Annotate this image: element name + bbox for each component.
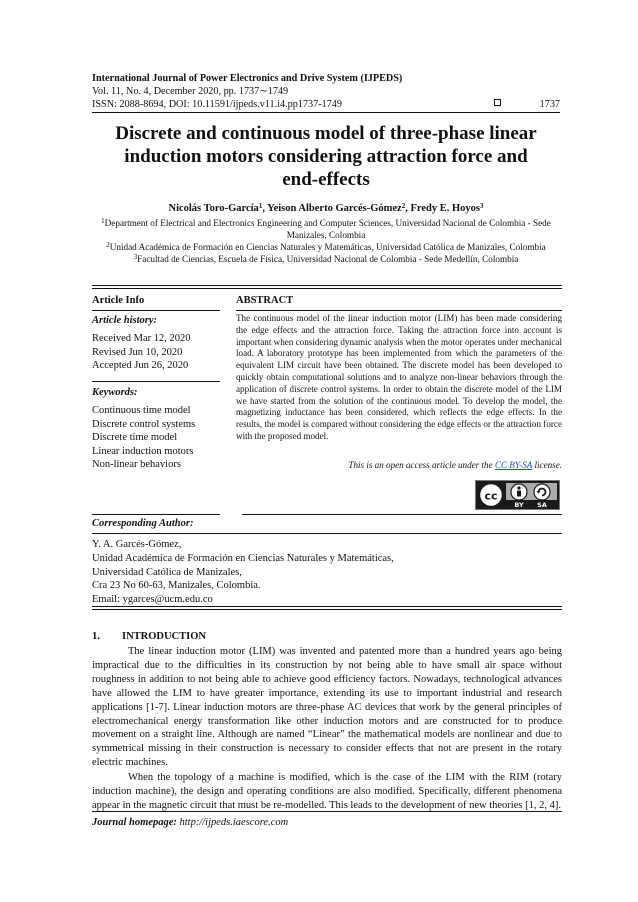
affiliation-sup: 3 xyxy=(133,253,138,261)
paragraph: When the topology of a machine is modified, which is the case of the LIM with the RIM (rotary induction machine), the design and operating conditions are also modified. Specifically, different phenomena appear in the magnetic circuit that must be re-modelled. This leads to the development of new theories [1, 2, 4]. xyxy=(92,772,562,811)
issn-row xyxy=(92,98,560,111)
history-item: Received Mar 12, 2020 xyxy=(92,333,191,344)
info-bottom-rule xyxy=(92,606,562,610)
affiliation-text: Facultad de Ciencias, Escuela de Física, Universidad Nacional de Colombia - Sede Medellín, Colombia xyxy=(137,254,519,264)
keyword-item: Continuous time model xyxy=(92,405,191,416)
article-history xyxy=(92,314,220,373)
keyword-item: Linear induction motors xyxy=(92,445,194,457)
corr-line: Cra 23 No 60-63, Manizales, Colombia. xyxy=(92,580,261,592)
page-number: 1737 xyxy=(539,99,560,110)
title-line: induction motors considering attraction force and xyxy=(124,146,528,167)
article-title xyxy=(92,122,560,191)
license-line xyxy=(236,460,562,470)
info-top-rule xyxy=(92,285,562,289)
journal-header xyxy=(92,72,560,111)
abstract-text: The continuous model of the linear induction motor (LIM) has been made considering the edge effects and the attraction force. Taking the attraction force into account is important when considering dynamic analysis when the motor operates under mechanical load. A laboratory prototype has been implemented from which the parameters of the equivalent LIM circuit have been obtained. The discrete model has been developed to quickly obtain computational solutions and to analyze non-linear behaviors through the application of discrete control systems. In order to obtain the discrete model of the LIM we have started from the solution of the continuous model. To develop the model, the magnetizing inductance has been considered, which reflects the edge effects. In the results, the model is compared without considering the edge effects or the attraction force with the proposed model. xyxy=(236,313,562,441)
journal-name: International Journal of Power Electronics and Drive System (IJPEDS) xyxy=(92,73,403,84)
corr-email: Email: ygarces@ucm.edu.co xyxy=(92,594,213,606)
author-name: Nicolás Toro-García xyxy=(168,203,259,214)
history-list xyxy=(92,332,220,373)
volume-line: Vol. 11, No. 4, December 2020, pp. 1737∼1749 xyxy=(92,86,289,97)
article-info-heading-block xyxy=(92,294,220,307)
journal-homepage-link[interactable]: http://ijpeds.iaescore.com xyxy=(179,817,289,828)
corr-rule-left xyxy=(92,514,220,515)
history-item: Accepted Jun 26, 2020 xyxy=(92,360,189,371)
footer xyxy=(92,817,288,828)
keyword-item: Non-linear behaviors xyxy=(92,459,181,470)
author-name: Yeison Alberto Garcés-Gómez xyxy=(267,203,402,214)
cc-by-sa-badge[interactable] xyxy=(475,480,560,510)
license-prefix: This is an open access article under the xyxy=(348,460,495,470)
info-rule xyxy=(92,310,220,311)
abstract-heading: ABSTRACT xyxy=(236,295,294,306)
author-list: Nicolás Toro-García$^1$, Yeison Alberto Garcés-Gómez$^2$, Fredy E. Hoyos$^3$ xyxy=(168,202,484,214)
abstract-rule xyxy=(236,310,562,311)
affiliation-sup: 2 xyxy=(106,241,110,249)
title-line: end-effects xyxy=(282,169,370,190)
paragraph: The linear induction motor (LIM) was invented and patented more than a hundred years ago being impractical due to the difficulties in its construction by not being able to have small air space without roughness in addition to not being able to achieve good efficiency factors. Nowadays, technological advances have allowed the LIM to have greater importance, extending its use to important industrial and research applications [1-7]. Linear induction motors are three-phase AC devices that work by the general principles of electromechanical energy transformation like other induction motors and are constructed for to produce movement on a straight line. Although are named “Linear” the mathematical models are nonlinear and due to symmetrical missing in their construction is necessary to consider effects that not are present in the rotary electric machines. xyxy=(92,646,562,769)
person-icon-body xyxy=(517,491,521,497)
history-rule xyxy=(92,381,220,382)
cc-badge-graphic xyxy=(476,481,559,509)
footer-label: Journal homepage: xyxy=(92,817,177,828)
keyword-item: Discrete control systems xyxy=(92,418,196,430)
corr-rule-right xyxy=(242,514,562,515)
cc-icon-text: cc xyxy=(484,489,498,503)
corresponding-author xyxy=(92,538,560,607)
corr-line: Y. A. Garcés-Gómez, xyxy=(92,539,182,550)
header-rule xyxy=(92,112,560,113)
footer-rule xyxy=(92,811,562,812)
section-introduction xyxy=(92,630,562,813)
author-name: Fredy E. Hoyos xyxy=(410,203,480,214)
article-info-heading: Article Info xyxy=(92,295,145,306)
license-link[interactable]: CC BY-SA xyxy=(494,460,533,470)
author-sup: 2 xyxy=(401,202,406,210)
corresponding-heading-block xyxy=(92,517,560,530)
keywords-list xyxy=(92,404,220,472)
section-number: 1. xyxy=(92,631,100,642)
affiliation-text: Unidad Académica de Formación en Ciencias Naturales y Matemáticas, Universidad Católica de Manizales, Colombia xyxy=(109,242,546,252)
corr-line: Universidad Católica de Manizales, xyxy=(92,566,242,578)
corr-rule xyxy=(92,533,562,534)
badge-by-label: BY xyxy=(514,501,524,509)
affiliation-1 xyxy=(92,215,560,241)
history-heading: Article history: xyxy=(92,315,158,326)
corr-line: Unidad Académica de Formación en Ciencias Naturales y Matemáticas, xyxy=(92,552,394,564)
badge-sa-label: SA xyxy=(537,501,547,509)
author-sup: 3 xyxy=(480,202,484,210)
section-title: INTRODUCTION xyxy=(122,631,207,642)
corresponding-heading: Corresponding Author: xyxy=(92,518,194,529)
history-item: Revised Jun 10, 2020 xyxy=(92,346,183,358)
keywords-block xyxy=(92,386,220,472)
share-alike-icon xyxy=(534,484,550,500)
square-icon xyxy=(494,99,501,106)
keywords-heading: Keywords: xyxy=(92,387,138,398)
affiliation-3 xyxy=(92,251,560,265)
affiliation-text: Department of Electrical and Electronics Engineering and Computer Sciences, Universidad Nacional de Colombia - Sede xyxy=(104,218,551,228)
affiliation-sup: 1 xyxy=(101,217,105,225)
abstract-heading-block xyxy=(236,294,564,307)
title-line: Discrete and continuous model of three-phase linear xyxy=(115,123,537,144)
license-suffix: license. xyxy=(532,460,562,470)
affiliation-text: Manizales, Colombia xyxy=(286,230,366,240)
issn-line: ISSN: 2088-8694, DOI: 10.11591/ijpeds.v11.i4.pp1737-1749 xyxy=(92,99,342,110)
keyword-item: Discrete time model xyxy=(92,432,178,443)
author-sup: 1 xyxy=(258,202,263,210)
person-icon-head xyxy=(517,486,520,489)
section-heading xyxy=(92,630,562,643)
